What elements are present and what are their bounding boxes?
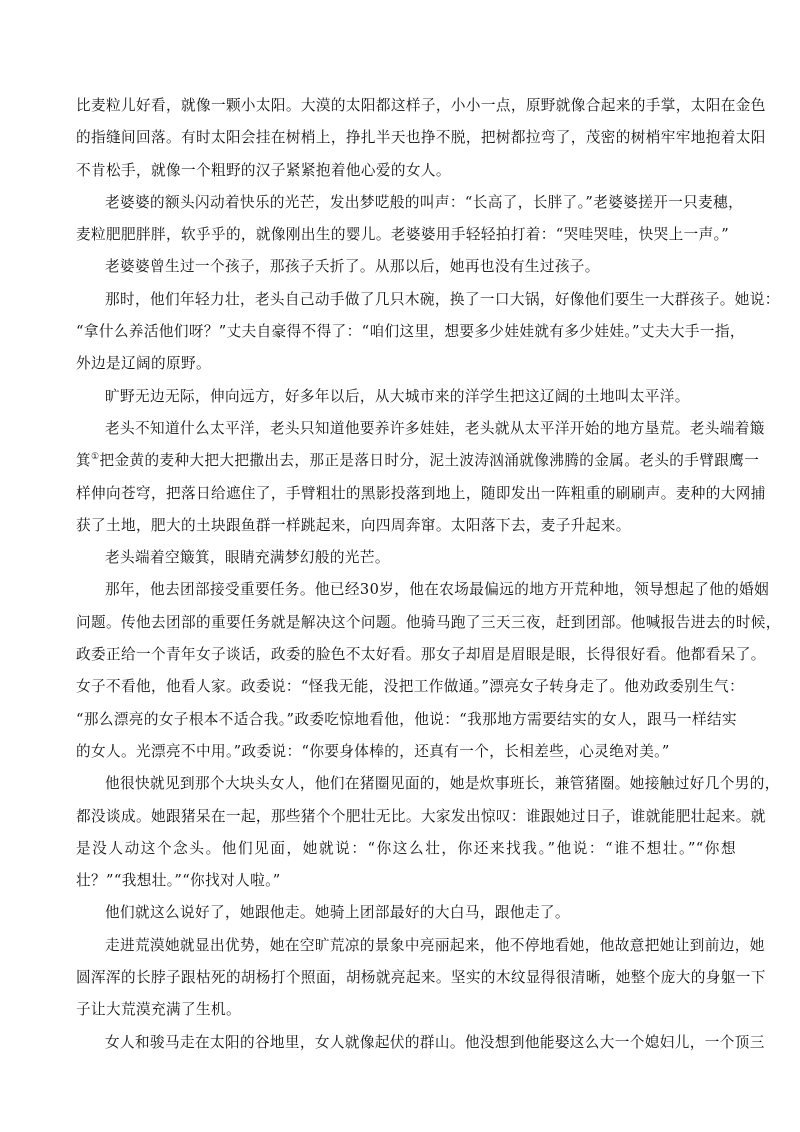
text-line: 外边是辽阔的原野。 (76, 355, 211, 373)
text-line: 走进荒漠她就显出优势，她在空旷荒凉的景象中亮丽起来，他不停地看她，他故意把她让到前边，她 (105, 936, 765, 954)
text-line: “拿什么养活他们呀？”丈夫自豪得不得了：“咱们这里，想要多少娃娃就有多少娃娃。”丈夫大手一指， (76, 323, 745, 341)
text-line: 老婆婆曾生过一个孩子，那孩子夭折了。从那以后，她再也没有生过孩子。 (105, 258, 600, 276)
text-line: 女子不看他，他看人家。政委说：“怪我无能，没把工作做通。”漂亮女子转身走了。他劝政委别生气： (76, 678, 745, 696)
text-line: 老头端着空簸箕，眼睛充满梦幻般的光芒。 (105, 549, 390, 567)
text-line: 女人和骏马走在太阳的谷地里，女人就像起伏的群山。他没想到他能娶这么大一个媳妇儿，一个顶三 (105, 1033, 765, 1051)
text-line: 那年，他去团部接受重要任务。他已经30岁，他在农场最偏远的地方开荒种地，领导想起了他的婚姻 (105, 581, 770, 599)
text-line: 比麦粒儿好看，就像一颗小太阳。大漠的太阳都这样子，小小一点，原野就像合起来的手掌，太阳在金色 (76, 97, 766, 114)
text-line: 麦粒肥肥胖胖，软乎乎的，就像刚出生的婴儿。老婆婆用手轻轻拍打着：“哭哇哭哇，快哭上一声。” (76, 226, 730, 244)
text-line: 获了土地，肥大的土块跟鱼群一样跳起来，向四周奔窜。太阳落下去，麦子升起来。 (76, 516, 631, 534)
text-line: “那么漂亮的女子根本不适合我。”政委吃惊地看他，他说：“我那地方需要结实的女人，跟马一样结实 (76, 710, 738, 728)
text-line: 样伸向苍穹，把落日给遮住了，手臂粗壮的黑影投落到地上，随即发出一阵粗重的刷刷声。麦种的大网捕 (76, 484, 766, 502)
text-line: 是没人动这个念头。他们见面，她就说：“你这么壮，你还来找我。”他说：“谁不想壮。”“你想 (76, 839, 736, 857)
text-line: 问题。传他去团部的重要任务就是解决这个问题。他骑马跑了三天三夜，赶到团部。他喊报告进去的时候， (76, 613, 781, 631)
text-line: 子让大荒漠充满了生机。 (76, 1001, 241, 1019)
text-line: 他很快就见到那个大块头女人，他们在猪圈见面的，她是炊事班长，兼管猪圈。她接触过好几个男的， (105, 775, 780, 793)
text-line: 圆浑浑的长脖子跟枯死的胡杨打个照面，胡杨就亮起来。坚实的木纹显得很清晰，她整个庞大的身躯一下 (76, 969, 766, 987)
text-line: 那时，他们年轻力壮，老头自己动手做了几只木碗，换了一口大锅，好像他们要生一大群孩子。她说： (105, 290, 780, 308)
text-line: 老头不知道什么太平洋，老头只知道他要养许多娃娃，老头就从太平洋开始的地方垦荒。老头端着簸 (105, 419, 765, 437)
body-text (76, 90, 781, 1059)
text-line: 不肯松手，就像一个粗野的汉子紧紧抱着他心爱的女人。 (76, 161, 451, 179)
text-line: 的女人。光漂亮不中用。”政委说：“你要身体棒的，还真有一个，长相差些，心灵绝对美。” (76, 742, 670, 760)
text-line: 壮？”“我想壮。”“你找对人啦。” (76, 872, 281, 890)
text-line: 旷野无边无际，伸向远方，好多年以后，从大城市来的洋学生把这辽阔的土地叫太平洋。 (105, 387, 690, 405)
text-line: 他们就这么说好了，她跟他走。她骑上团部最好的大白马，跟他走了。 (105, 904, 570, 922)
text-line: 都没谈成。她跟猪呆在一起，那些猪个个肥壮无比。大家发出惊叹：谁跟她过日子，谁就能肥壮起来。就 (76, 807, 766, 825)
text-line: 政委正给一个青年女子谈话，政委的脸色不太好看。那女子却眉是眉眼是眼，长得很好看。他都看呆了。 (76, 646, 766, 664)
text-line: 的指缝间回落。有时太阳会挂在树梢上，挣扎半天也挣不脱，把树都拉弯了，茂密的树梢牢牢地抱着太阳 (76, 129, 766, 147)
footnote-marker: ① (91, 452, 100, 463)
text-line: 箕①把金黄的麦种大把大把撒出去，那正是落日时分，泥土波涛汹涌就像沸腾的金属。老头的手臂跟鹰一 (76, 452, 760, 470)
text-line: 老婆婆的额头闪动着快乐的光芒，发出梦呓般的叫声：“长高了，长胖了。”老婆婆搓开一只麦穗， (105, 193, 744, 211)
